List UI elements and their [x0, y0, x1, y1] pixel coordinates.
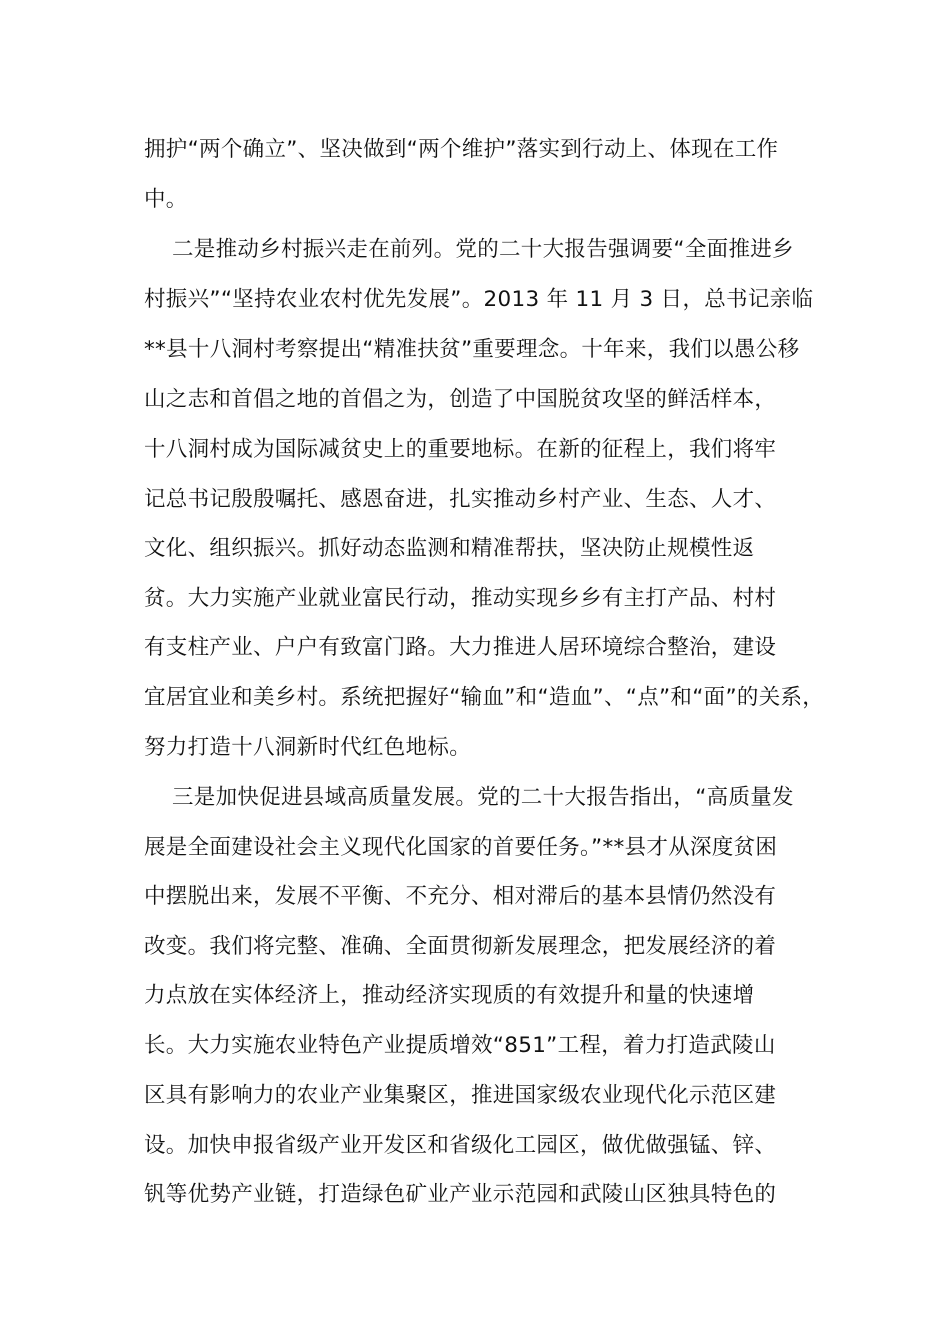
body-text-line: 力点放在实体经济上，推动经济实现质的有效提升和量的快速增	[144, 983, 755, 1008]
paragraph-2-first-line: 二是推动乡村振兴走在前列。党的二十大报告强调要“全面推进乡	[172, 237, 794, 262]
body-text-line: 展是全面建设社会主义现代化国家的首要任务。”**县才从深度贫困	[144, 835, 778, 860]
body-text-line: 宜居宜业和美乡村。系统把握好“输血”和“造血”、“点”和“面”的关系，	[144, 685, 825, 710]
body-text-line: 长。大力实施农业特色产业提质增效“851”工程，着力打造武陵山	[144, 1033, 776, 1058]
body-text-line: 记总书记殷殷嘱托、感恩奋进，扎实推动乡村产业、生态、人才、	[144, 487, 777, 512]
body-text-line: 山之志和首倡之地的首倡之为，创造了中国脱贫攻坚的鲜活样本，	[144, 387, 777, 412]
body-text-line: 努力打造十八洞新时代红色地标。	[144, 735, 472, 760]
body-text-line: 中。	[144, 187, 188, 212]
body-text-line: 钒等优势产业链，打造绿色矿业产业示范园和武陵山区独具特色的	[144, 1182, 777, 1207]
body-text-line: 贫。大力实施产业就业富民行动，推动实现乡乡有主打产品、村村	[144, 586, 777, 611]
body-text-line: 改变。我们将完整、准确、全面贯彻新发展理念，把发展经济的着	[144, 934, 777, 959]
body-text-line: 有支柱产业、户户有致富门路。大力推进人居环境综合整治，建设	[144, 635, 777, 660]
body-text-line: 区具有影响力的农业产业集聚区，推进国家级农业现代化示范区建	[144, 1083, 777, 1108]
body-text-line: 设。加快申报省级产业开发区和省级化工园区，做优做强锰、锌、	[144, 1133, 777, 1158]
body-text-line: 村振兴”“坚持农业农村优先发展”。2013 年 11 月 3 日，总书记亲临	[144, 287, 814, 312]
body-text-line: **县十八洞村考察提出“精准扶贫”重要理念。十年来，我们以愚公移	[144, 337, 800, 362]
paragraph-3-first-line: 三是加快促进县域高质量发展。党的二十大报告指出，“高质量发	[172, 785, 794, 810]
body-text-line: 拥护“两个确立”、坚决做到“两个维护”落实到行动上、体现在工作	[144, 137, 779, 162]
body-text-line: 十八洞村成为国际减贫史上的重要地标。在新的征程上，我们将牢	[144, 437, 777, 462]
body-text-line: 文化、组织振兴。抓好动态监测和精准帮扶，坚决防止规模性返	[144, 536, 755, 561]
body-text-line: 中摆脱出来，发展不平衡、不充分、相对滞后的基本县情仍然没有	[144, 884, 777, 909]
